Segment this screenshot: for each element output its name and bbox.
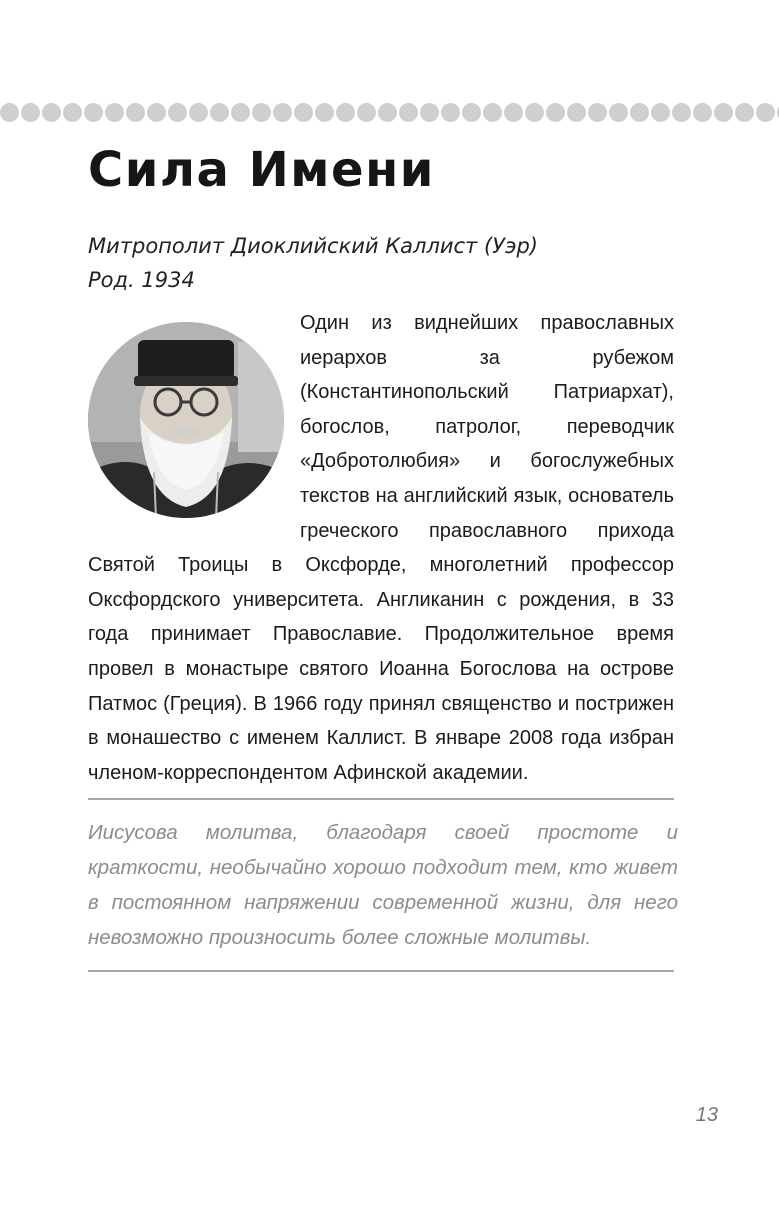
border-dot (294, 103, 313, 122)
border-dot (420, 103, 439, 122)
border-dot (756, 103, 775, 122)
border-dot (336, 103, 355, 122)
border-dot (273, 103, 292, 122)
border-dot (399, 103, 418, 122)
biography-text: Один из виднейших православных иерархов за рубежом (Константинопольский Патриархат), богослов, патролог, переводчик «Добротолюбия» и богослужебных текстов на английский язык, основатель греческого православного прихода Святой Троицы в Оксфорде, многолетний профессор Оксфордского университета. Англиканин с рождения, в 33 года принимает Православие. Продолжительное время провел в монастыре святого Иоанна Богослова на острове Патмос (Греция). В 1966 году принял священство и пострижен в монашество с именем Каллист. В январе 2008 года избран членом-корреспондентом Афинской академии. (88, 312, 674, 784)
border-dot (567, 103, 586, 122)
quote-bottom-rule (88, 970, 674, 972)
author-info (88, 229, 688, 297)
border-dot (651, 103, 670, 122)
border-dot (588, 103, 607, 122)
border-dot (693, 103, 712, 122)
border-dot (315, 103, 334, 122)
border-dot (42, 103, 61, 122)
border-dot (231, 103, 250, 122)
border-dot (63, 103, 82, 122)
border-dot (357, 103, 376, 122)
portrait-image (88, 322, 284, 518)
border-dot (546, 103, 565, 122)
page-number: 13 (695, 1104, 718, 1126)
border-dot (609, 103, 628, 122)
border-dot (504, 103, 523, 122)
border-dot (672, 103, 691, 122)
author-name: Митрополит Диоклийский Каллист (Уэр) (88, 234, 539, 258)
border-dot (378, 103, 397, 122)
biography-block (88, 306, 674, 790)
border-dot (252, 103, 271, 122)
border-dot (483, 103, 502, 122)
quote-top-rule (88, 798, 674, 800)
border-dot (21, 103, 40, 122)
border-dot (105, 103, 124, 122)
decorative-dot-border (0, 103, 779, 123)
border-dot (0, 103, 19, 122)
border-dot (735, 103, 754, 122)
author-portrait (88, 322, 284, 518)
border-dot (147, 103, 166, 122)
page-title: Сила Имени (88, 142, 435, 198)
border-dot (126, 103, 145, 122)
quote-text: Иисусова молитва, благодаря своей простоте и краткости, необычайно хорошо подходит тем, кто живет в постоянном напряжении современной жизни, для него невозможно произносить более сложные молитвы. (88, 821, 678, 949)
border-dot (441, 103, 460, 122)
border-dot (210, 103, 229, 122)
border-dot (714, 103, 733, 122)
border-dot (84, 103, 103, 122)
border-dot (462, 103, 481, 122)
border-dot (525, 103, 544, 122)
border-dot (168, 103, 187, 122)
border-dot (189, 103, 208, 122)
border-dot (630, 103, 649, 122)
author-birth-year: Род. 1934 (88, 268, 195, 292)
